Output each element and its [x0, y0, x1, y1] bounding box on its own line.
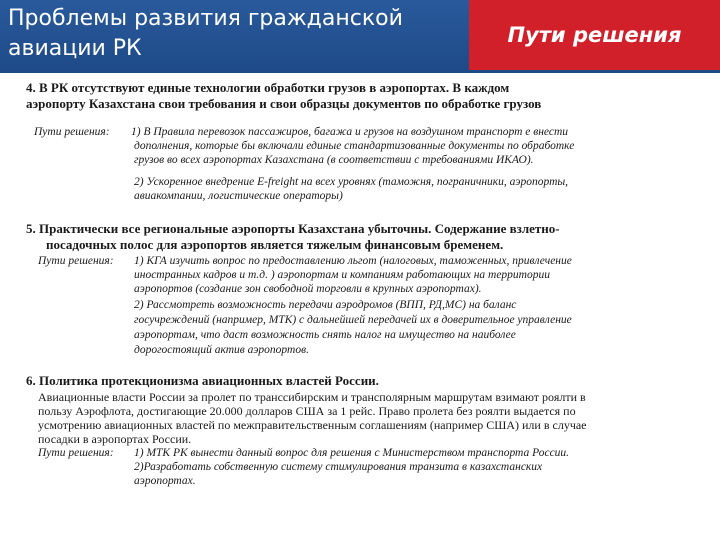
- section-5-line-1: 5. Практически все региональные аэропорты Казахстана убыточны. Содержание взлетно-: [26, 221, 560, 236]
- section-4-solution-1-line-3: грузов во всех аэропортах Казахстана (в соответствии с требованиями ИКАО).: [134, 154, 534, 166]
- section-4-solutions-label: Пути решения:: [34, 126, 110, 138]
- section-5-solution-2-line-4: дорогостоящий актив аэропортов.: [134, 344, 309, 356]
- section-5-solution-2-line-3: аэропортам, что даст возможность снять налог на имущество на наиболее: [134, 329, 516, 341]
- section-4-solution-1-line-1: 1) В Правила перевозок пассажиров, багажа и грузов на воздушном транспорт е внести: [131, 126, 569, 138]
- section-5-solution-2-line-2: госучреждений (например, МТК) с дальнейшей передачей их в доверительное управление: [134, 314, 572, 326]
- section-6-solution-2-line-1: 2)Разработать собственную систему стимулирования транзита в казахстанских: [134, 461, 543, 473]
- section-5-solution-1-line-3: аэропортов (создание зон свободной торговли в крупных аэропортах).: [134, 283, 482, 295]
- section-4-solution-2-line-2: авиакомпании, логистические операторы): [134, 190, 343, 202]
- section-4-line-2: аэропорту Казахстана свои требования и свои образцы документов по обработке грузов: [26, 96, 542, 111]
- solutions-banner: Пути решения: [469, 0, 720, 70]
- section-6-solution-1: 1) МТК РК вынести данный вопрос для решения с Министерством транспорта России.: [134, 447, 570, 459]
- section-5-solutions-label: Пути решения:: [38, 255, 114, 267]
- header-divider: [0, 70, 720, 73]
- section-5-solution-2-line-1: 2) Рассмотреть возможность передачи аэродромов (ВПП, РД,МС) на баланс: [134, 299, 517, 311]
- section-5-line-2: посадочных полос для аэропортов является тяжелым финансовым бременем.: [46, 237, 504, 252]
- section-6-solution-2-line-2: аэропортах.: [134, 475, 196, 487]
- title-line-1: Проблемы развития гражданской: [8, 6, 403, 31]
- section-6-paragraph-line-3: усмотрению авиационных властей по межправительственным соглашениям (например США) или в случае: [38, 418, 587, 432]
- section-6-paragraph-line-1: Авиационные власти России за пролет по транссибирским и трансполярным маршрутам взимают роялти в: [38, 390, 586, 404]
- section-4-solution-1-line-2: дополнения, которые бы включали единые стандартизованные документы по обработке: [134, 140, 575, 152]
- slide-title: [0, 0, 469, 70]
- section-6-paragraph-line-2: пользу Аэрофлота, достигающие 20.000 долларов США за 1 рейс. Право пролета без роялти выдается по: [38, 404, 576, 418]
- section-5-solution-1-line-1: 1) КГА изучить вопрос по предоставлению льгот (налоговых, таможенных, привлечение: [134, 255, 572, 267]
- title-line-2: авиации РК: [8, 36, 142, 61]
- section-5-solution-1-line-2: иностранных кадров и т.д. ) аэропортам и компаниям работающих на территории: [134, 269, 550, 281]
- section-4-solution-2-line-1: 2) Ускоренное внедрение E-freight на всех уровнях (таможня, пограничники, аэропорты,: [134, 176, 569, 188]
- section-6-heading: 6. Политика протекционизма авиационных властей России.: [26, 373, 379, 388]
- section-6-solutions-label: Пути решения:: [38, 447, 114, 459]
- section-6-paragraph-line-4: посадки в аэропортах России.: [38, 432, 192, 446]
- slide-header: [0, 0, 720, 76]
- section-4-line-1: 4. В РК отсутствуют единые технологии обработки грузов в аэропортах. В каждом: [26, 80, 510, 95]
